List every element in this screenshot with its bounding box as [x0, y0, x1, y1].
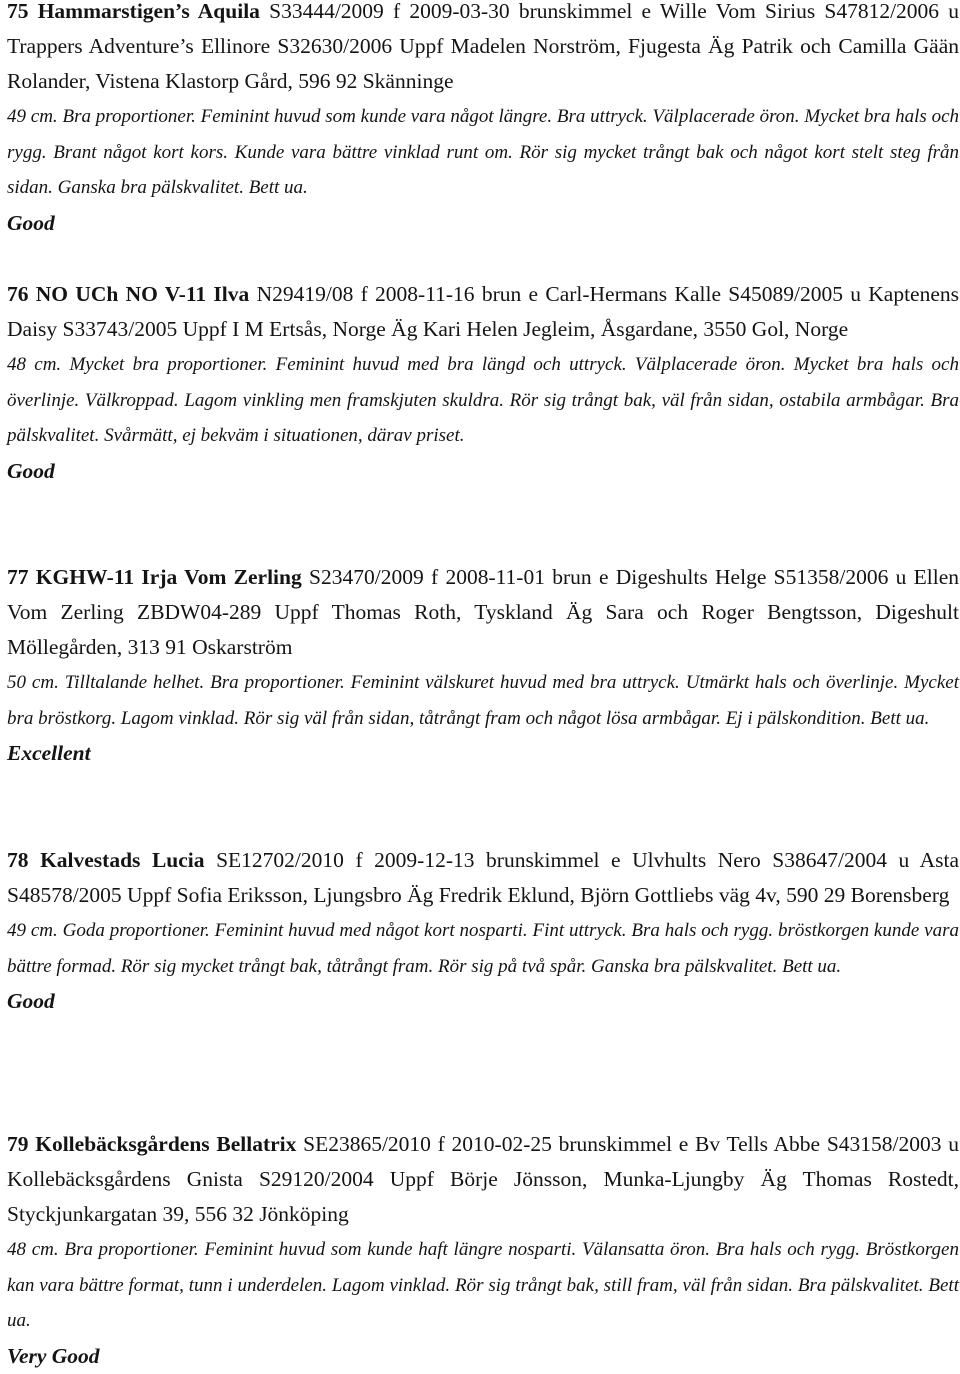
pedigree-details: SE12702/2010 f 2009-12-13 brunskimmel e Ulvhults Nero S38647/2004 u Asta S48578/2005 Uppf Sofia Eriksson, Ljungsbro Äg Fredrik Eklund, Björn Gottliebs väg 4v, 590 29 Borensberg — [7, 848, 960, 907]
judge-critique: 48 cm. Bra proportioner. Feminint huvud som kunde haft längre nosparti. Välansatta öron. Bra hals och rygg. Bröstkorgen kan vara bättre format, tunn i underdelen. Lagom vinklad. Rör sig trångt bak, still fram, väl från sidan. Bra pälskvalitet. Bett ua. — [7, 1239, 959, 1331]
pedigree-details: SE23865/2010 f 2010-02-25 brunskimmel e Bv Tells Abbe S43158/2003 u Kollebäcksgårdens Gnista S29120/2004 Uppf Börje Jönsson, Munka-Ljungby Äg Thomas Rostedt, Styckjunkargatan 39, 556 32 Jönköping — [7, 1132, 959, 1226]
entry-heading — [7, 0, 959, 99]
pedigree-details: S33444/2009 f 2009-03-30 brunskimmel e Wille Vom Sirius S47812/2006 u Trappers Adventure’s Ellinore S32630/2006 Uppf Madelen Norström, Fjugesta Äg Patrik och Camilla Gään Rolander, Vistena Klastorp Gård, 596 92 Skänninge — [7, 0, 960, 93]
dog-name: NO UCh NO V-11 Ilva — [35, 282, 250, 306]
judge-critique: 50 cm. Tilltalande helhet. Bra proportioner. Feminint välskuret huvud med bra uttryck. Utmärkt hals och överlinje. Mycket bra bröstkorg. Lagom vinklad. Rör sig väl från sidan, tåtrångt fram och något lösa armbågar. Ej i pälskondition. Bett ua. — [7, 672, 959, 729]
pedigree-details: S23470/2009 f 2008-11-01 brun e Digeshults Helge S51358/2006 u Ellen Vom Zerling ZBDW04-289 Uppf Thomas Roth, Tyskland Äg Sara och Roger Bengtsson, Digeshult Möllegården, 313 91 Oskarström — [7, 565, 960, 659]
grade: Very Good — [7, 1343, 100, 1368]
entry-heading — [7, 843, 959, 913]
grade: Good — [7, 458, 55, 483]
entry-heading — [7, 277, 959, 347]
entry-76 — [7, 277, 959, 489]
judge-critique: 48 cm. Mycket bra proportioner. Feminint huvud med bra längd och uttryck. Välplacerade öron. Mycket bra hals och överlinje. Välkroppad. Lagom vinkling men framskjuten skuldra. Rör sig trångt bak, väl från sidan, ostabila armbågar. Bra pälskvalitet. Svårmätt, ej bekväm i situationen, därav priset. — [7, 354, 959, 446]
entry-75 — [7, 0, 959, 241]
entry-number: 76 — [7, 282, 29, 306]
entry-number: 78 — [7, 848, 29, 872]
entry-heading — [7, 1127, 959, 1232]
dog-name: Kollebäcksgårdens Bellatrix — [35, 1132, 297, 1156]
entry-79 — [7, 1127, 959, 1374]
entry-heading — [7, 560, 959, 665]
pedigree-details: N29419/08 f 2008-11-16 brun e Carl-Hermans Kalle S45089/2005 u Kaptenens Daisy S33743/2005 Uppf I M Ertsås, Norge Äg Kari Helen Jegleim, Åsgardane, 3550 Gol, Norge — [7, 282, 959, 341]
entry-78 — [7, 843, 959, 1019]
grade: Good — [7, 210, 55, 235]
dog-name: Hammarstigen’s Aquila — [37, 0, 260, 23]
entry-number: 77 — [7, 565, 29, 589]
grade: Excellent — [7, 741, 91, 765]
entry-number: 75 — [7, 0, 29, 23]
judge-critique: 49 cm. Bra proportioner. Feminint huvud som kunde vara något längre. Bra uttryck. Välplacerade öron. Mycket bra hals och rygg. Brant något kort kors. Kunde vara bättre vinklad runt om. Rör sig mycket trångt bak och något kort stelt steg från sidan. Ganska bra pälskvalitet. Bett ua. — [7, 106, 959, 198]
entry-77 — [7, 560, 959, 771]
grade: Good — [7, 989, 55, 1013]
dog-name: Kalvestads Lucia — [40, 848, 205, 872]
dog-name: KGHW-11 Irja Vom Zerling — [35, 565, 302, 589]
entry-number: 79 — [7, 1132, 29, 1156]
judge-critique: 49 cm. Goda proportioner. Feminint huvud med något kort nosparti. Fint uttryck. Bra hals och rygg. bröstkorgen kunde vara bättre formad. Rör sig mycket trångt bak, tåtrångt fram. Rör sig på två spår. Ganska bra pälskvalitet. Bett ua. — [7, 920, 959, 977]
